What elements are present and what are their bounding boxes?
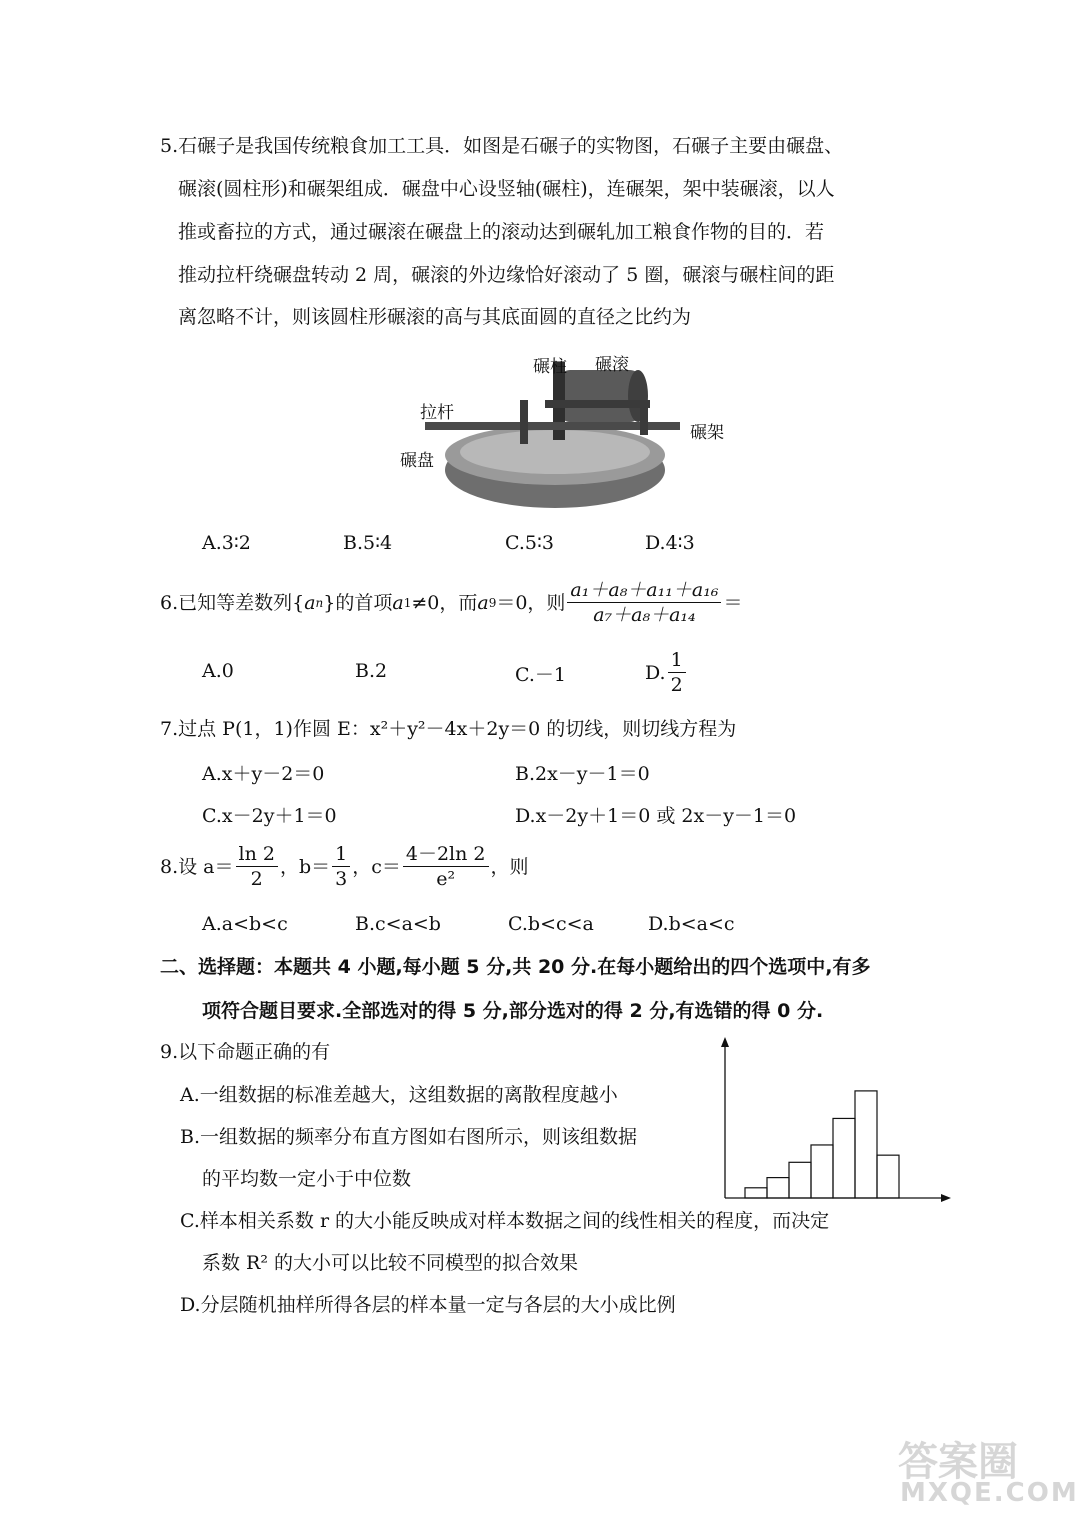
q6-prefix: 6.已知等差数列{: [160, 591, 305, 614]
q9-stem: 9.以下命题正确的有: [160, 1041, 331, 1063]
q8-prefix: 8.设 a＝: [160, 855, 234, 878]
label-frame: 碾架: [690, 423, 724, 443]
q7-option-a[interactable]: A.x＋y－2＝0: [202, 763, 325, 785]
q9-option-c[interactable]: C.样本相关系数 r 的大小能反映成对样本数据之间的线性相关的程度，而决定: [180, 1210, 830, 1232]
q6-option-d-label: D.: [645, 661, 666, 684]
q8-option-c[interactable]: C.b<c<a: [508, 913, 594, 935]
q5-line-1: 5.石碾子是我国传统粮食加工工具．如图是石碾子的实物图，石碾子主要由碾盘、: [160, 135, 844, 157]
q7-option-b[interactable]: B.2x－y－1＝0: [515, 763, 650, 785]
label-roller: 碾滚: [595, 355, 629, 375]
q5-line-5: 离忽略不计，则该圆柱形碾滚的高与其底面圆的直径之比约为: [178, 306, 692, 328]
q8-frac-b: [332, 842, 350, 891]
label-pillar: 碾柱: [533, 357, 567, 377]
watermark-text: MXQE.COM: [900, 1478, 1079, 1508]
q9-option-b[interactable]: B.一组数据的频率分布直方图如右图所示，则该组数据: [180, 1126, 638, 1148]
q8-option-a[interactable]: A.a<b<c: [202, 913, 288, 935]
q8-c-pre: ，c＝: [352, 855, 401, 878]
q8-b-pre: ，b＝: [279, 855, 331, 878]
q6-option-c[interactable]: C.－1: [515, 664, 566, 686]
q5-option-a[interactable]: A.3∶2: [202, 532, 251, 554]
histogram-bar: [767, 1178, 789, 1198]
q6-option-a[interactable]: A.0: [202, 660, 234, 682]
q6-option-d-fraction: [668, 648, 686, 697]
q6-fraction: [567, 578, 721, 627]
q6-suffix: ＝: [723, 591, 743, 614]
q9-option-d[interactable]: D.分层随机抽样所得各层的样本量一定与各层的大小成比例: [180, 1294, 676, 1316]
q8-a-num: ln 2: [236, 842, 278, 867]
histogram-chart: [715, 1035, 955, 1205]
q6-a1: a: [392, 591, 404, 614]
histogram-axes: [721, 1037, 951, 1202]
q6-denominator: a₇＋a₈＋a₁₄: [593, 604, 696, 626]
q6-mid2: ≠0，而: [411, 591, 478, 614]
section-2-line-2: 项符合题目要求.全部选对的得 5 分,部分选对的得 2 分,有选错的得 0 分.: [202, 1000, 824, 1022]
q5-line-4: 推动拉杆绕碾盘转动 2 周，碾滚的外边缘恰好滚动了 5 圈，碾滚与碾柱间的距: [178, 264, 835, 286]
q6-a9: a: [477, 591, 489, 614]
q5-line-3: 推或畜拉的方式，通过碾滚在碾盘上的滚动达到碾轧加工粮食作物的目的．若: [178, 221, 825, 243]
q8-option-d[interactable]: D.b<a<c: [648, 913, 735, 935]
q5-option-d[interactable]: D.4∶3: [645, 532, 695, 554]
q8-b-num: 1: [332, 842, 350, 867]
q6-a9-sub: 9: [488, 595, 497, 610]
x-axis-arrow: [941, 1194, 951, 1202]
watermark-logo: 答案圈: [898, 1439, 1018, 1485]
q6-numerator: a₁＋a₈＋a₁₁＋a₁₆: [567, 578, 721, 603]
q6-option-d-num: 1: [668, 648, 686, 673]
q7-option-d[interactable]: D.x－2y＋1＝0 或 2x－y－1＝0: [515, 805, 797, 827]
q6-option-b[interactable]: B.2: [355, 660, 388, 682]
histogram-bar: [811, 1145, 833, 1198]
q9-option-b-cont: 的平均数一定小于中位数: [202, 1168, 412, 1190]
histogram-bar: [877, 1155, 899, 1198]
q6-seq: a: [304, 591, 316, 614]
histogram-bar: [789, 1162, 811, 1198]
q8-c-num: 4－2ln 2: [403, 842, 489, 867]
q8-frac-c: [403, 842, 489, 891]
histogram-bars: [745, 1091, 899, 1198]
q8-option-b[interactable]: B.c<a<b: [355, 913, 441, 935]
q7-stem: 7.过点 P(1，1)作圆 E：x²＋y²－4x＋2y＝0 的切线，则切线方程为: [160, 718, 737, 740]
q8-frac-a: [236, 842, 278, 891]
q6-option-d[interactable]: [645, 648, 688, 697]
q8-c-den: e²: [436, 868, 456, 890]
q5-option-b[interactable]: B.5∶4: [343, 532, 393, 554]
label-plate: 碾盘: [400, 451, 434, 471]
q5-option-c[interactable]: C.5∶3: [505, 532, 555, 554]
histogram-bar: [745, 1188, 767, 1198]
section-2-line-1: 二、选择题：本题共 4 小题,每小题 5 分,共 20 分.在每小题给出的四个选项中,有多: [160, 956, 871, 978]
q6-option-d-den: 2: [670, 674, 683, 696]
q5-line-2: 碾滚(圆柱形)和碾架组成．碾盘中心设竖轴(碾柱)，连碾架，架中装碾滚，以人: [178, 178, 835, 200]
q6-mid1: }的首项: [323, 591, 393, 614]
q6-seq-sub: n: [315, 595, 324, 610]
q6-mid3: ＝0，则: [496, 591, 566, 614]
q8-stem: [160, 842, 529, 891]
q8-a-den: 2: [250, 868, 263, 890]
histogram-bar: [833, 1118, 855, 1198]
histogram-bar: [855, 1091, 877, 1198]
q9-option-c-cont: 系数 R² 的大小可以比较不同模型的拟合效果: [202, 1252, 579, 1274]
label-lever: 拉杆: [420, 403, 454, 423]
y-axis-arrow: [721, 1037, 729, 1047]
q9-option-a[interactable]: A.一组数据的标准差越大，这组数据的离散程度越小: [180, 1084, 618, 1106]
q6-a1-sub: 1: [403, 595, 412, 610]
q6-stem: [160, 578, 742, 627]
q8-b-den: 3: [335, 868, 348, 890]
q8-suffix: ，则: [490, 855, 529, 878]
q7-option-c[interactable]: C.x－2y＋1＝0: [202, 805, 337, 827]
